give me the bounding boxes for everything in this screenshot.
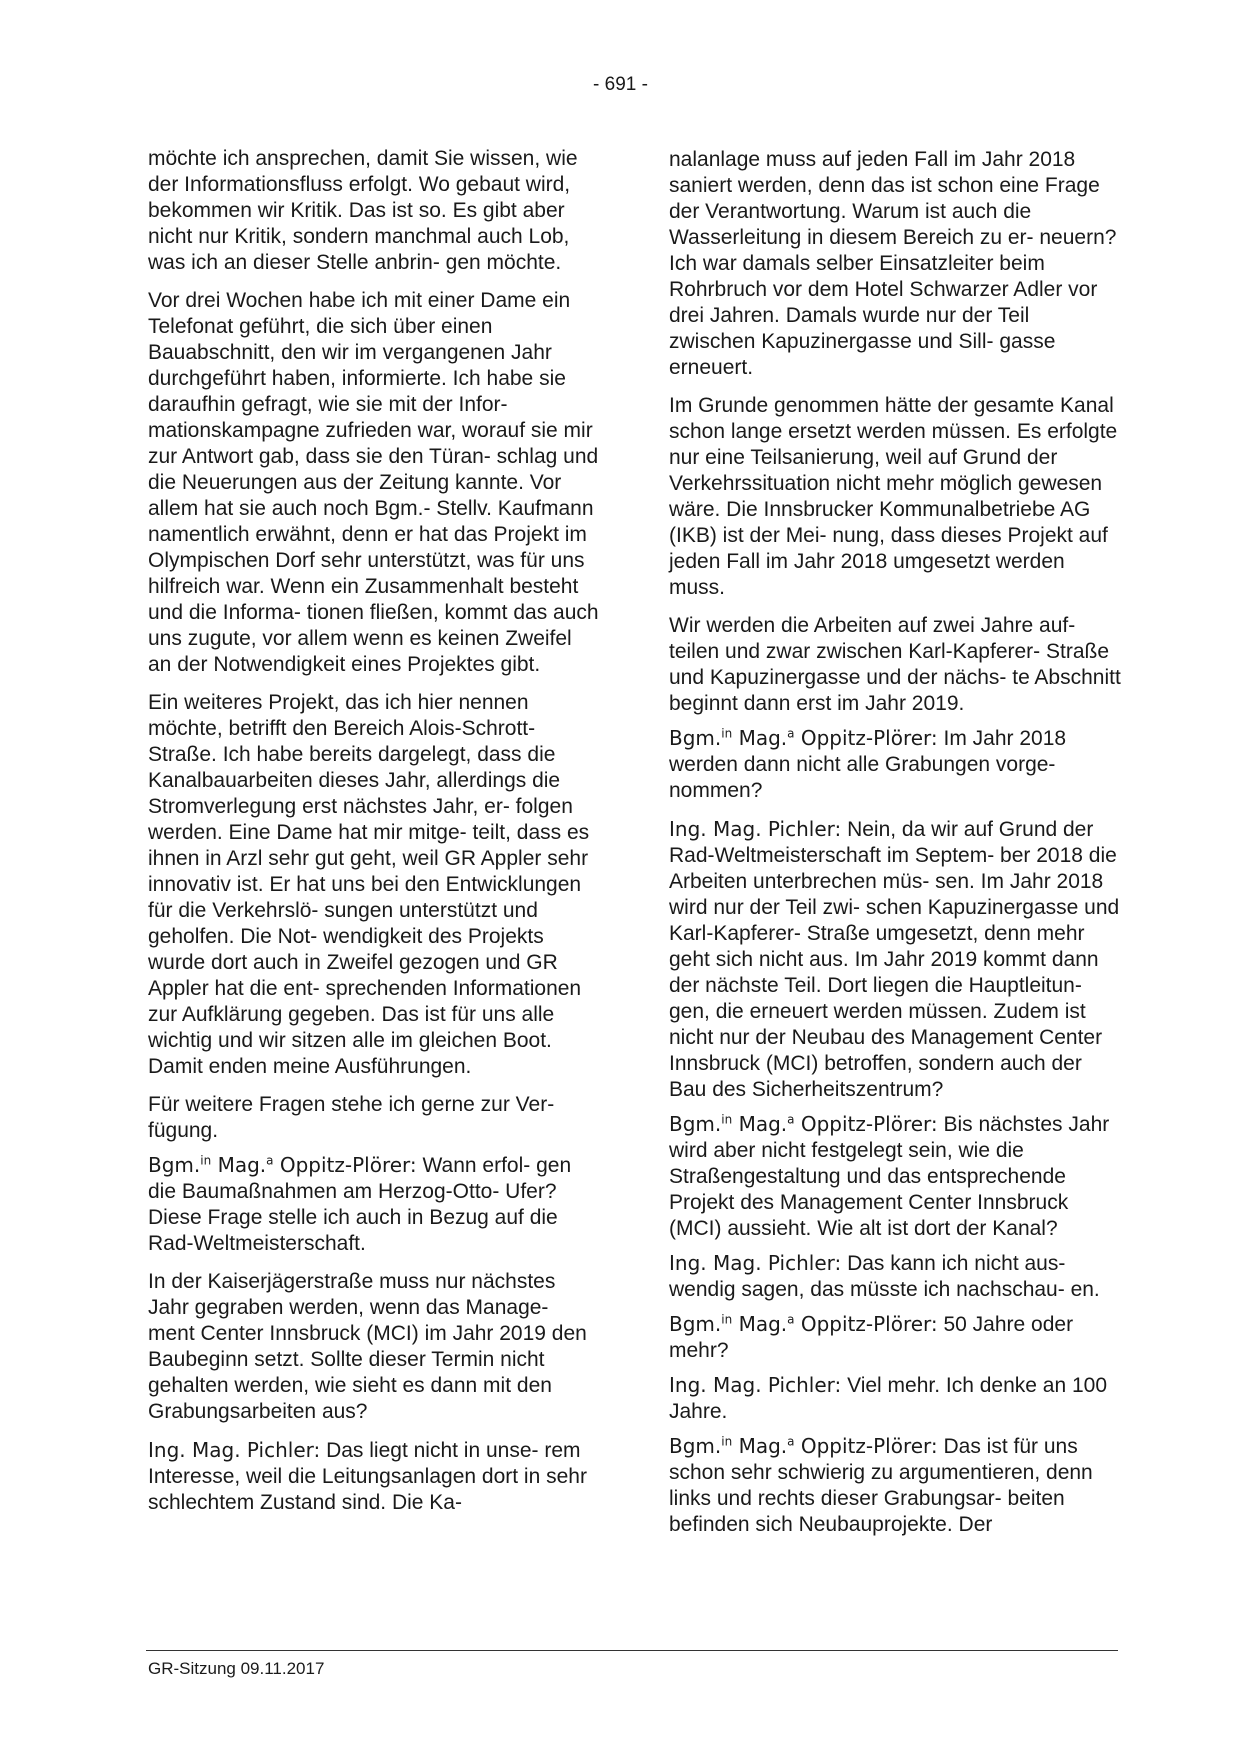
speech-text: Viel mehr. Ich denke an 100 Jahre. bbox=[669, 1374, 1108, 1423]
speech-text: Das kann ich nicht aus- wendig sagen, das müsste ich nachschau- en. bbox=[669, 1252, 1100, 1301]
speaker-pichler: Ing. Mag. Pichler: bbox=[669, 817, 842, 841]
speech-text: Wann erfol- gen die Baumaßnahmen am Herzog-Otto- Ufer? Diese Frage stelle ich auch in Bezug auf die Rad-Weltmeisterschaft. bbox=[148, 1154, 572, 1255]
speech-text: Das liegt nicht in unse- rem Interesse, weil die Leitungsanlagen dort in sehr schlechtem Zustand sind. Die Ka- bbox=[148, 1439, 587, 1514]
footer-divider bbox=[146, 1650, 1118, 1651]
speech-mayor bbox=[669, 1311, 1121, 1364]
speech-mayor bbox=[148, 1152, 600, 1257]
speaker-mayor: Bgm.$^{in}$ Mag.$^a$ Oppitz-Plörer: bbox=[669, 726, 938, 750]
paragraph: Vor drei Wochen habe ich mit einer Dame ein Telefonat geführt, die sich über einen Bauabschnitt, den wir im vergangenen Jahr durchgeführt haben, informierte. Ich habe sie daraufhin gefragt, wie sie mit der Infor- mationskampagne zufrieden war, worauf sie mir zur Antwort gab, dass sie den Türan- schlag und die Neuerungen aus der Zeitung kannte. Vor allem hat sie auch noch Bgm.- Stellv. Kaufmann namentlich erwähnt, denn er hat das Projekt im Olympischen Dorf sehr unterstützt, was für uns hilfreich war. Wenn ein Zusammenhalt besteht und die Informa- tionen fließen, kommt das auch uns zugute, vor allem wenn es keinen Zweifel an der Notwendigkeit eines Projektes gibt. bbox=[148, 289, 599, 676]
speech-text: 50 Jahre oder mehr? bbox=[669, 1313, 1074, 1362]
speech-text: Im Jahr 2018 werden dann nicht alle Grabungen vorge- nommen? bbox=[669, 727, 1067, 802]
paragraph: möchte ich ansprechen, damit Sie wissen, wie der Informationsfluss erfolgt. Wo gebaut wird, bekommen wir Kritik. Das ist so. Es gibt aber nicht nur Kritik, sondern manchmal auch Lob, was ich an dieser Stelle anbrin- gen möchte. bbox=[148, 147, 578, 274]
speech-pichler bbox=[669, 1250, 1121, 1303]
speaker-mayor: Bgm.$^{in}$ Mag.$^a$ Oppitz-Plörer: bbox=[669, 1112, 938, 1136]
speech-pichler bbox=[669, 816, 1121, 1103]
footer-session: GR-Sitzung 09.11.2017 bbox=[148, 1659, 325, 1678]
speech-text: Das ist für uns schon sehr schwierig zu argumentieren, denn links und rechts dieser Grabungsar- beiten befinden sich Neubauprojekte. Der bbox=[669, 1435, 1093, 1536]
right-column bbox=[669, 147, 1121, 1546]
speaker-pichler: Ing. Mag. Pichler: bbox=[148, 1438, 321, 1462]
paragraph: Ein weiteres Projekt, das ich hier nennen möchte, betrifft den Bereich Alois-Schrott- Straße. Ich habe bereits dargelegt, dass die Kanalbauarbeiten dieses Jahr, allerdings die Stromverlegung erst nächstes Jahr, er- folgen werden. Eine Dame hat mir mitge- teilt, dass es ihnen in Arzl sehr gut geht, weil GR Appler sehr innovativ ist. Er hat uns bei den Entwicklungen für die Verkehrslö- sungen unterstützt und geholfen. Die Not- wendigkeit des Projekts wurde dort auch in Zweifel gezogen und GR Appler hat die ent- sprechenden Informationen zur Aufklärung gegeben. Das ist für uns alle wichtig und wir sitzen alle im gleichen Boot. Damit enden meine Ausführungen. bbox=[148, 691, 590, 1078]
speech-mayor bbox=[669, 1111, 1121, 1242]
speaker-pichler: Ing. Mag. Pichler: bbox=[669, 1251, 842, 1275]
paragraph: Wir werden die Arbeiten auf zwei Jahre auf- teilen und zwar zwischen Karl-Kapferer- Straße und Kapuzinergasse und der nächs- te Abschnitt beginnt dann erst im Jahr 2019. bbox=[669, 614, 1121, 715]
paragraph: Für weitere Fragen stehe ich gerne zur Ver- fügung. bbox=[148, 1093, 555, 1142]
speech-pichler bbox=[148, 1437, 600, 1516]
speech-text: Nein, da wir auf Grund der Rad-Weltmeisterschaft im Septem- ber 2018 die Arbeiten unterbrechen müs- sen. Im Jahr 2018 wird nur der Teil zwi- schen Kapuzinergasse und Karl-Kapferer- Straße umgesetzt, denn mehr geht sich nicht aus. Im Jahr 2019 kommt dann der nächste Teil. Dort liegen die Hauptleitun- gen, die erneuert werden müssen. Zudem ist nicht nur der Neubau des Management Center Innsbruck (MCI) betroffen, sondern auch der Bau des Sicherheitszentrum? bbox=[669, 818, 1120, 1101]
speaker-pichler: Ing. Mag. Pichler: bbox=[669, 1373, 842, 1397]
speaker-mayor: Bgm.$^{in}$ Mag.$^a$ Oppitz-Plörer: bbox=[669, 1312, 938, 1336]
page-number: - 691 - bbox=[593, 74, 648, 95]
paragraph: Im Grunde genommen hätte der gesamte Kanal schon lange ersetzt werden müssen. Es erfolgte nur eine Teilsanierung, weil auf Grund der Verkehrssituation nicht mehr möglich gewesen wäre. Die Innsbrucker Kommunalbetriebe AG (IKB) ist der Mei- nung, dass dieses Projekt auf jeden Fall im Jahr 2018 umgesetzt werden muss. bbox=[669, 394, 1118, 599]
paragraph: nalanlage muss auf jeden Fall im Jahr 2018 saniert werden, denn das ist schon eine Frage der Verantwortung. Warum ist auch die Wasserleitung in diesem Bereich zu er- neuern? Ich war damals selber Einsatzleiter beim Rohrbruch vor dem Hotel Schwarzer Adler vor drei Jahren. Damals wurde nur der Teil zwischen Kapuzinergasse und Sill- gasse erneuert. bbox=[669, 148, 1117, 379]
speech-mayor bbox=[669, 725, 1121, 804]
speaker-mayor: Bgm.$^{in}$ Mag.$^a$ Oppitz-Plörer: bbox=[148, 1153, 417, 1177]
speech-text: Bis nächstes Jahr wird aber nicht festgelegt sein, wie die Straßengestaltung und das entsprechende Projekt des Management Center Innsbruck (MCI) aussieht. Wie alt ist dort der Kanal? bbox=[669, 1113, 1110, 1240]
speech-mayor bbox=[669, 1433, 1121, 1538]
left-column bbox=[148, 146, 600, 1528]
speaker-mayor: Bgm.$^{in}$ Mag.$^a$ Oppitz-Plörer: bbox=[669, 1434, 938, 1458]
paragraph: In der Kaiserjägerstraße muss nur nächstes Jahr gegraben werden, wenn das Manage- ment Center Innsbruck (MCI) im Jahr 2019 den Baubeginn setzt. Sollte dieser Termin nicht gehalten werden, wie sieht es dann mit den Grabungsarbeiten aus? bbox=[148, 1270, 587, 1423]
speech-pichler bbox=[669, 1372, 1121, 1425]
